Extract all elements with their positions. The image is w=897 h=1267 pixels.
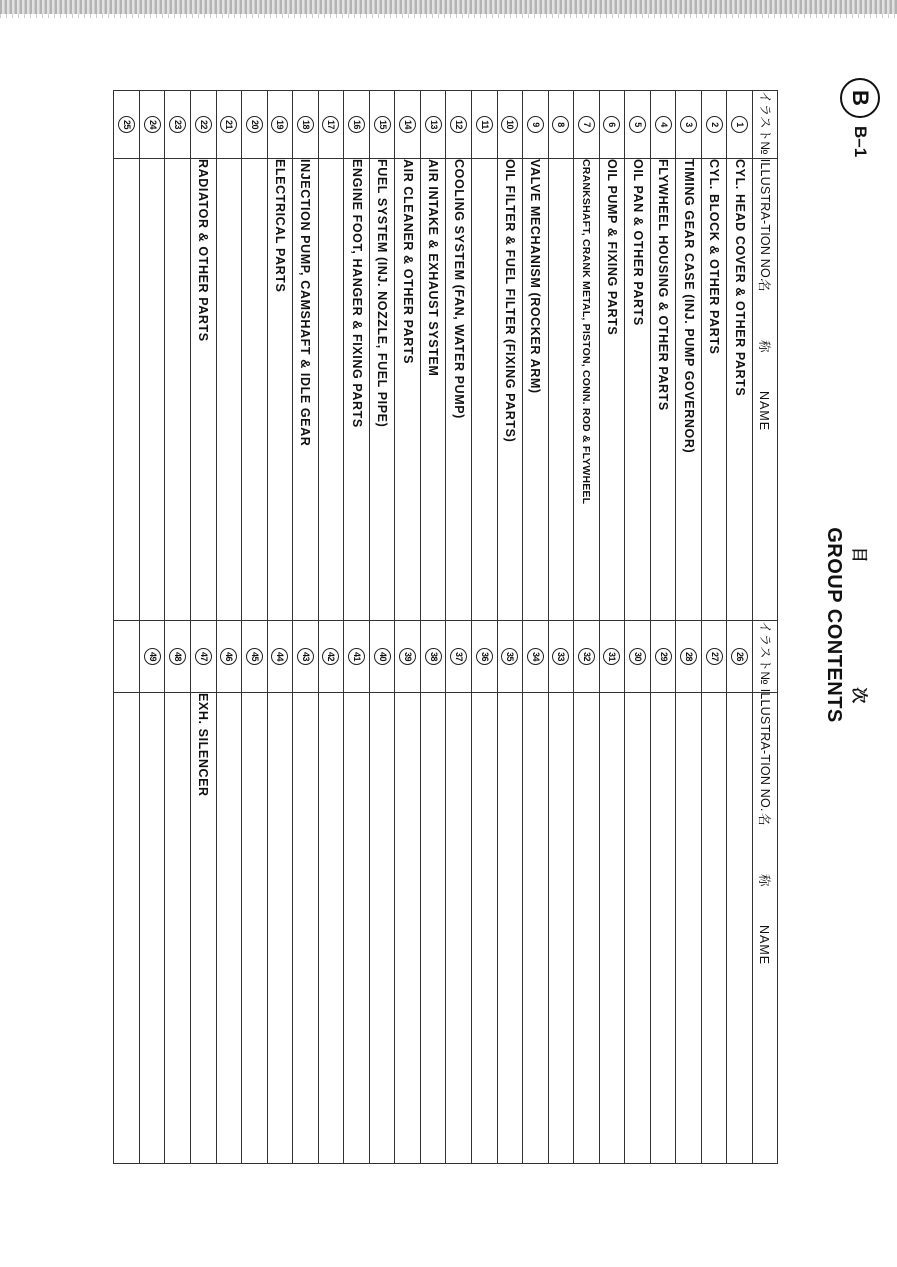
illustration-number-cell [242, 621, 268, 693]
illustration-number: 11 [476, 116, 493, 133]
group-name: TIMING GEAR CASE (INJ. PUMP GOVERNOR) [676, 159, 702, 621]
illustration-number: 46 [220, 648, 237, 665]
illustration-number-cell [139, 621, 165, 693]
illustration-number-cell [395, 621, 421, 693]
illustration-number-cell [701, 91, 727, 159]
group-name: CYL. BLOCK & OTHER PARTS [701, 159, 727, 621]
header-name-en: NAME [757, 391, 771, 432]
title-en: GROUP CONTENTS [823, 527, 845, 723]
table-row [471, 91, 497, 1164]
table-row [395, 91, 421, 1164]
illustration-number: 41 [348, 648, 365, 665]
group-name [497, 693, 523, 1164]
illustration-number: 7 [578, 116, 595, 133]
header-illustration-no-2: イラスト№ ILLUSTRA-TION NO. [753, 621, 778, 693]
group-name [676, 693, 702, 1164]
illustration-number: 24 [144, 116, 161, 133]
illustration-number: 16 [348, 116, 365, 133]
table-row [318, 91, 344, 1164]
table-row [293, 91, 319, 1164]
illustration-number: 12 [450, 116, 467, 133]
illustration-number: 29 [655, 648, 672, 665]
group-name [267, 693, 293, 1164]
illustration-number-cell [625, 621, 651, 693]
group-name [165, 693, 191, 1164]
table-row [165, 91, 191, 1164]
illustration-number: 45 [246, 648, 263, 665]
illustration-number: 13 [425, 116, 442, 133]
illustration-number: 34 [527, 648, 544, 665]
illustration-number: 15 [374, 116, 391, 133]
section-letter-circle: B [840, 78, 880, 118]
contents-page [113, 90, 778, 1163]
group-name: RADIATOR & OTHER PARTS [190, 159, 216, 621]
illustration-number: 8 [552, 116, 569, 133]
table-row [446, 91, 472, 1164]
group-name [318, 159, 344, 621]
table-row [650, 91, 676, 1164]
group-name [139, 693, 165, 1164]
group-name [369, 693, 395, 1164]
table-row [548, 91, 574, 1164]
illustration-number-cell [446, 621, 472, 693]
illustration-number-cell [650, 91, 676, 159]
header-name-jp-1: 名 [757, 813, 771, 826]
illustration-number: 38 [425, 648, 442, 665]
illustration-number-cell [599, 621, 625, 693]
illustration-number-cell [369, 621, 395, 693]
illustration-number: 5 [629, 116, 646, 133]
group-name: AIR CLEANER & OTHER PARTS [395, 159, 421, 621]
header-name-1 [753, 159, 778, 621]
illustration-number: 47 [195, 648, 212, 665]
illustration-number: 14 [399, 116, 416, 133]
header-name-jp-1: 名 [757, 279, 771, 292]
illustration-number-cell [471, 91, 497, 159]
illustration-number: 43 [297, 648, 314, 665]
illustration-number-cell [727, 91, 753, 159]
table-row [727, 91, 753, 1164]
illustration-number-cell [574, 91, 600, 159]
illustration-number-cell [548, 91, 574, 159]
illustration-number-cell [650, 621, 676, 693]
illustration-number-cell [344, 91, 370, 159]
table-row [139, 91, 165, 1164]
illustration-number-cell [165, 621, 191, 693]
scan-edge-artifact [0, 0, 897, 14]
group-name [548, 693, 574, 1164]
header-name-en: NAME [757, 925, 771, 966]
group-name [318, 693, 344, 1164]
group-name: FLYWHEEL HOUSING & OTHER PARTS [650, 159, 676, 621]
illustration-number: 44 [271, 648, 288, 665]
illustration-number-cell [139, 91, 165, 159]
illustration-number-cell [114, 621, 140, 693]
illustration-number: 18 [297, 116, 314, 133]
group-name: ELECTRICAL PARTS [267, 159, 293, 621]
group-name: VALVE MECHANISM (ROCKER ARM) [523, 159, 549, 621]
group-name [242, 693, 268, 1164]
table-row [574, 91, 600, 1164]
illustration-number: 19 [271, 116, 288, 133]
illustration-number: 26 [731, 648, 748, 665]
illustration-number: 21 [220, 116, 237, 133]
group-name: FUEL SYSTEM (INJ. NOZZLE, FUEL PIPE) [369, 159, 395, 621]
illustration-number-cell [727, 621, 753, 693]
illustration-number-cell [267, 91, 293, 159]
group-name [701, 693, 727, 1164]
group-name: OIL PAN & OTHER PARTS [625, 159, 651, 621]
illustration-number-cell [548, 621, 574, 693]
illustration-number: 28 [680, 648, 697, 665]
group-name [242, 159, 268, 621]
title-jp-2: 次 [850, 687, 867, 704]
illustration-number: 35 [501, 648, 518, 665]
illustration-number: 30 [629, 648, 646, 665]
illustration-number-cell [318, 621, 344, 693]
illustration-number: 48 [169, 648, 186, 665]
page-title [812, 520, 872, 730]
group-name: INJECTION PUMP, CAMSHAFT & IDLE GEAR [293, 159, 319, 621]
illustration-number: 49 [144, 648, 161, 665]
group-name [344, 693, 370, 1164]
group-name [471, 693, 497, 1164]
illustration-number-cell [523, 91, 549, 159]
group-name: EXH. SILENCER [190, 693, 216, 1164]
illustration-number-cell [369, 91, 395, 159]
illustration-number-cell [420, 91, 446, 159]
illustration-number-cell [625, 91, 651, 159]
group-name [165, 159, 191, 621]
illustration-number: 37 [450, 648, 467, 665]
illustration-number: 25 [118, 116, 135, 133]
group-name [471, 159, 497, 621]
illustration-number-cell [420, 621, 446, 693]
group-name [625, 693, 651, 1164]
illustration-number: 22 [195, 116, 212, 133]
illustration-number-cell [293, 621, 319, 693]
illustration-number: 3 [680, 116, 697, 133]
illustration-number-cell [446, 91, 472, 159]
contents-table [113, 90, 778, 1164]
illustration-number-cell [523, 621, 549, 693]
title-jp-1: 目 [850, 546, 867, 563]
group-name: OIL FILTER & FUEL FILTER (FIXING PARTS) [497, 159, 523, 621]
table-row [114, 91, 140, 1164]
table-row [599, 91, 625, 1164]
illustration-number-cell [497, 621, 523, 693]
illustration-number: 31 [604, 648, 621, 665]
group-name [420, 693, 446, 1164]
illustration-number: 33 [552, 648, 569, 665]
group-name [216, 693, 242, 1164]
group-name [395, 693, 421, 1164]
illustration-number-cell [216, 91, 242, 159]
illustration-number: 10 [501, 116, 518, 133]
group-name [523, 693, 549, 1164]
table-row [242, 91, 268, 1164]
group-name: AIR INTAKE & EXHAUST SYSTEM [420, 159, 446, 621]
illustration-number-cell [242, 91, 268, 159]
illustration-number-cell [165, 91, 191, 159]
illustration-number: 40 [374, 648, 391, 665]
illustration-number-cell [574, 621, 600, 693]
table-row [701, 91, 727, 1164]
table-row [344, 91, 370, 1164]
header-name-2 [753, 693, 778, 1164]
group-name [293, 693, 319, 1164]
group-name [216, 159, 242, 621]
illustration-number-cell [190, 621, 216, 693]
table-row [523, 91, 549, 1164]
illustration-number-cell [599, 91, 625, 159]
group-name: OIL PUMP & FIXING PARTS [599, 159, 625, 621]
table-row [625, 91, 651, 1164]
group-name: CRANKSHAFT, CRANK METAL, PISTON, CONN. ROD & FLYWHEEL [574, 159, 600, 621]
illustration-number-cell [293, 91, 319, 159]
illustration-number: 32 [578, 648, 595, 665]
illustration-number: 36 [476, 648, 493, 665]
table-header-row [753, 91, 778, 1164]
group-name [727, 693, 753, 1164]
illustration-number-cell [676, 621, 702, 693]
illustration-number-cell [471, 621, 497, 693]
header-illustration-no-1: イラスト№ ILLUSTRA-TION NO. [753, 91, 778, 159]
group-name [599, 693, 625, 1164]
table-row [676, 91, 702, 1164]
illustration-number-cell [676, 91, 702, 159]
header-name-jp-2: 称 [757, 340, 771, 353]
group-name [114, 693, 140, 1164]
group-name [650, 693, 676, 1164]
illustration-number: 1 [731, 116, 748, 133]
header-name-jp-2: 称 [757, 874, 771, 887]
illustration-number: 9 [527, 116, 544, 133]
section-badge [838, 78, 882, 178]
page-code: B–1 [851, 126, 870, 158]
group-name [139, 159, 165, 621]
illustration-number: 4 [655, 116, 672, 133]
illustration-number-cell [701, 621, 727, 693]
table-row [216, 91, 242, 1164]
table-row [369, 91, 395, 1164]
scan-edge-artifact-fine [0, 14, 897, 18]
illustration-number-cell [216, 621, 242, 693]
illustration-number-cell [344, 621, 370, 693]
table-row [497, 91, 523, 1164]
table-row [267, 91, 293, 1164]
illustration-number: 23 [169, 116, 186, 133]
group-name [548, 159, 574, 621]
illustration-number-cell [318, 91, 344, 159]
illustration-number: 27 [706, 648, 723, 665]
illustration-number-cell [497, 91, 523, 159]
group-name [114, 159, 140, 621]
illustration-number: 2 [706, 116, 723, 133]
group-name: COOLING SYSTEM (FAN, WATER PUMP) [446, 159, 472, 621]
illustration-number-cell [395, 91, 421, 159]
table-row [420, 91, 446, 1164]
illustration-number: 17 [322, 116, 339, 133]
group-name: ENGINE FOOT, HANGER & FIXING PARTS [344, 159, 370, 621]
group-name: CYL. HEAD COVER & OTHER PARTS [727, 159, 753, 621]
group-name [574, 693, 600, 1164]
illustration-number-cell [114, 91, 140, 159]
illustration-number: 42 [322, 648, 339, 665]
table-row [190, 91, 216, 1164]
illustration-number-cell [267, 621, 293, 693]
illustration-number: 20 [246, 116, 263, 133]
group-name [446, 693, 472, 1164]
illustration-number: 6 [604, 116, 621, 133]
illustration-number-cell [190, 91, 216, 159]
illustration-number: 39 [399, 648, 416, 665]
